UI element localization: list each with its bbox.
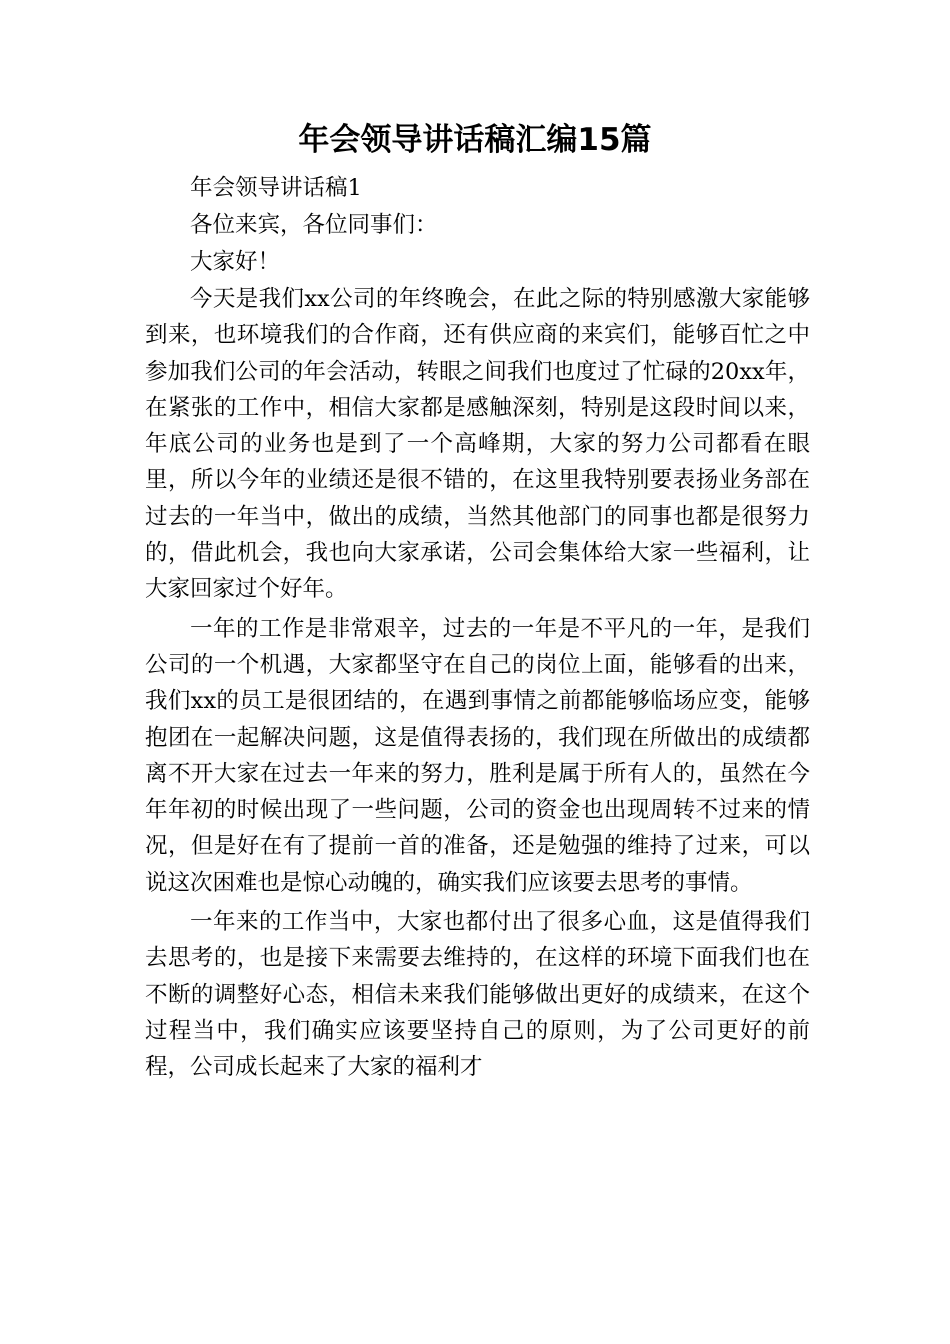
document-title: 年会领导讲话稿汇编15篇 <box>298 122 652 158</box>
document-body <box>145 170 810 1086</box>
body-paragraph: 今天是我们xx公司的年终晚会，在此之际的特别感激大家能够到来，也环境我们的合作商，还有供应商的来宾们，能够百忙之中参加我们公司的年会活动，转眼之间我们也度过了忙碌的20xx年，在紧张的工作中，相信大家都是感触深刻，特别是这段时间以来，年底公司的业务也是到了一个高峰期，大家的努力公司都看在眼里，所以今年的业绩还是很不错的，在这里我特别要表扬业务部在过去的一年当中，做出的成绩，当然其他部门的同事也都是很努力的，借此机会，我也向大家承诺，公司会集体给大家一些福利，让大家回家过个好年。 <box>145 286 810 603</box>
greeting: 大家好！ <box>190 249 281 275</box>
speech-subtitle: 年会领导讲话稿1 <box>190 175 362 201</box>
body-paragraph: 一年来的工作当中，大家也都付出了很多心血，这是值得我们去思考的，也是接下来需要去维持的，在这样的环境下面我们也在不断的调整好心态，相信未来我们能够做出更好的成绩来，在这个过程当中，我们确实应该要坚持自己的原则，为了公司更好的前程，公司成长起来了大家的福利才 <box>145 909 810 1081</box>
salutation: 各位来宾，各位同事们： <box>190 212 438 238</box>
body-paragraph: 一年的工作是非常艰辛，过去的一年是不平凡的一年，是我们公司的一个机遇，大家都坚守在自己的岗位上面，能够看的出来，我们xx的员工是很团结的，在遇到事情之前都能够临场应变，能够抱团在一起解决问题，这是值得表扬的，我们现在所做出的成绩都离不开大家在过去一年来的努力，胜利是属于所有人的，虽然在今年年初的时候出现了一些问题，公司的资金也出现周转不过来的情况，但是好在有了提前一首的准备，还是勉强的维持了过来，可以说这次困难也是惊心动魄的，确实我们应该要去思考的事情。 <box>145 615 810 896</box>
